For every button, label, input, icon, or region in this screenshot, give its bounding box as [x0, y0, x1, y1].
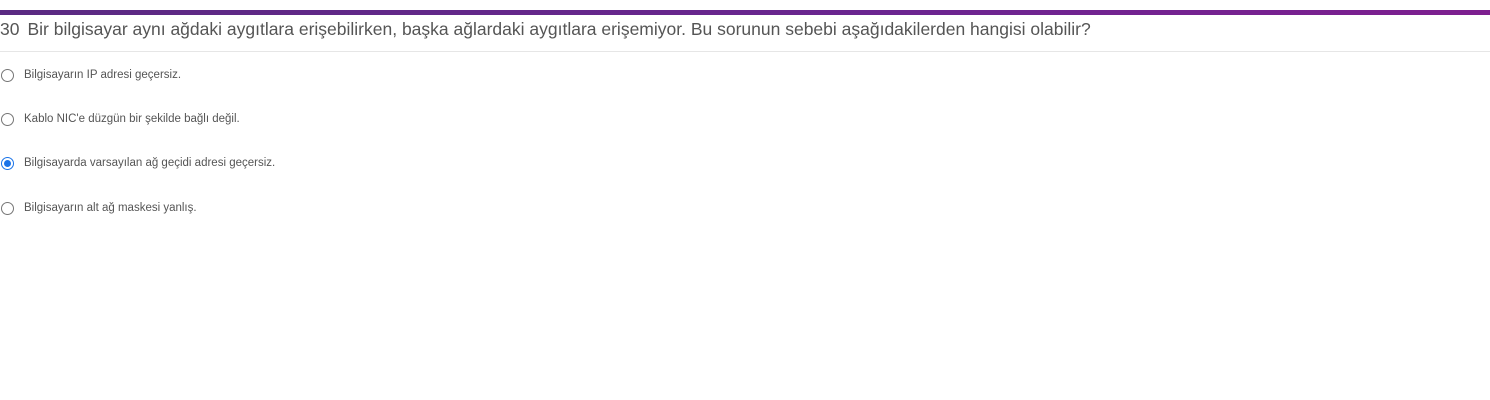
answer-option-2[interactable]: [0, 109, 240, 129]
radio-button-1[interactable]: [1, 69, 14, 82]
radio-button-2[interactable]: [1, 113, 14, 126]
answer-label-3[interactable]: Bilgisayarda varsayılan ağ geçidi adresi geçersiz.: [24, 157, 276, 169]
answer-option-1[interactable]: [0, 65, 181, 85]
radio-button-3[interactable]: [1, 157, 14, 170]
answer-label-1[interactable]: Bilgisayarın IP adresi geçersiz.: [24, 69, 182, 81]
answer-label-4[interactable]: Bilgisayarın alt ağ maskesi yanlış.: [24, 202, 197, 214]
question-number: 30: [0, 19, 20, 39]
answer-option-3[interactable]: [0, 153, 275, 173]
question-text: Bir bilgisayar aynı ağdaki aygıtlara erişebilirken, başka ağlardaki aygıtlara erişemiyor. Bu sorunun sebebi aşağıdakilerden hangisi olabilir?: [27, 19, 1091, 39]
answer-label-2[interactable]: Kablo NIC'e düzgün bir şekilde bağlı değil.: [24, 113, 240, 125]
answer-option-4[interactable]: [0, 198, 197, 218]
question-header: [0, 15, 1490, 52]
radio-button-4[interactable]: [1, 202, 14, 215]
question-title: [0, 18, 1091, 40]
